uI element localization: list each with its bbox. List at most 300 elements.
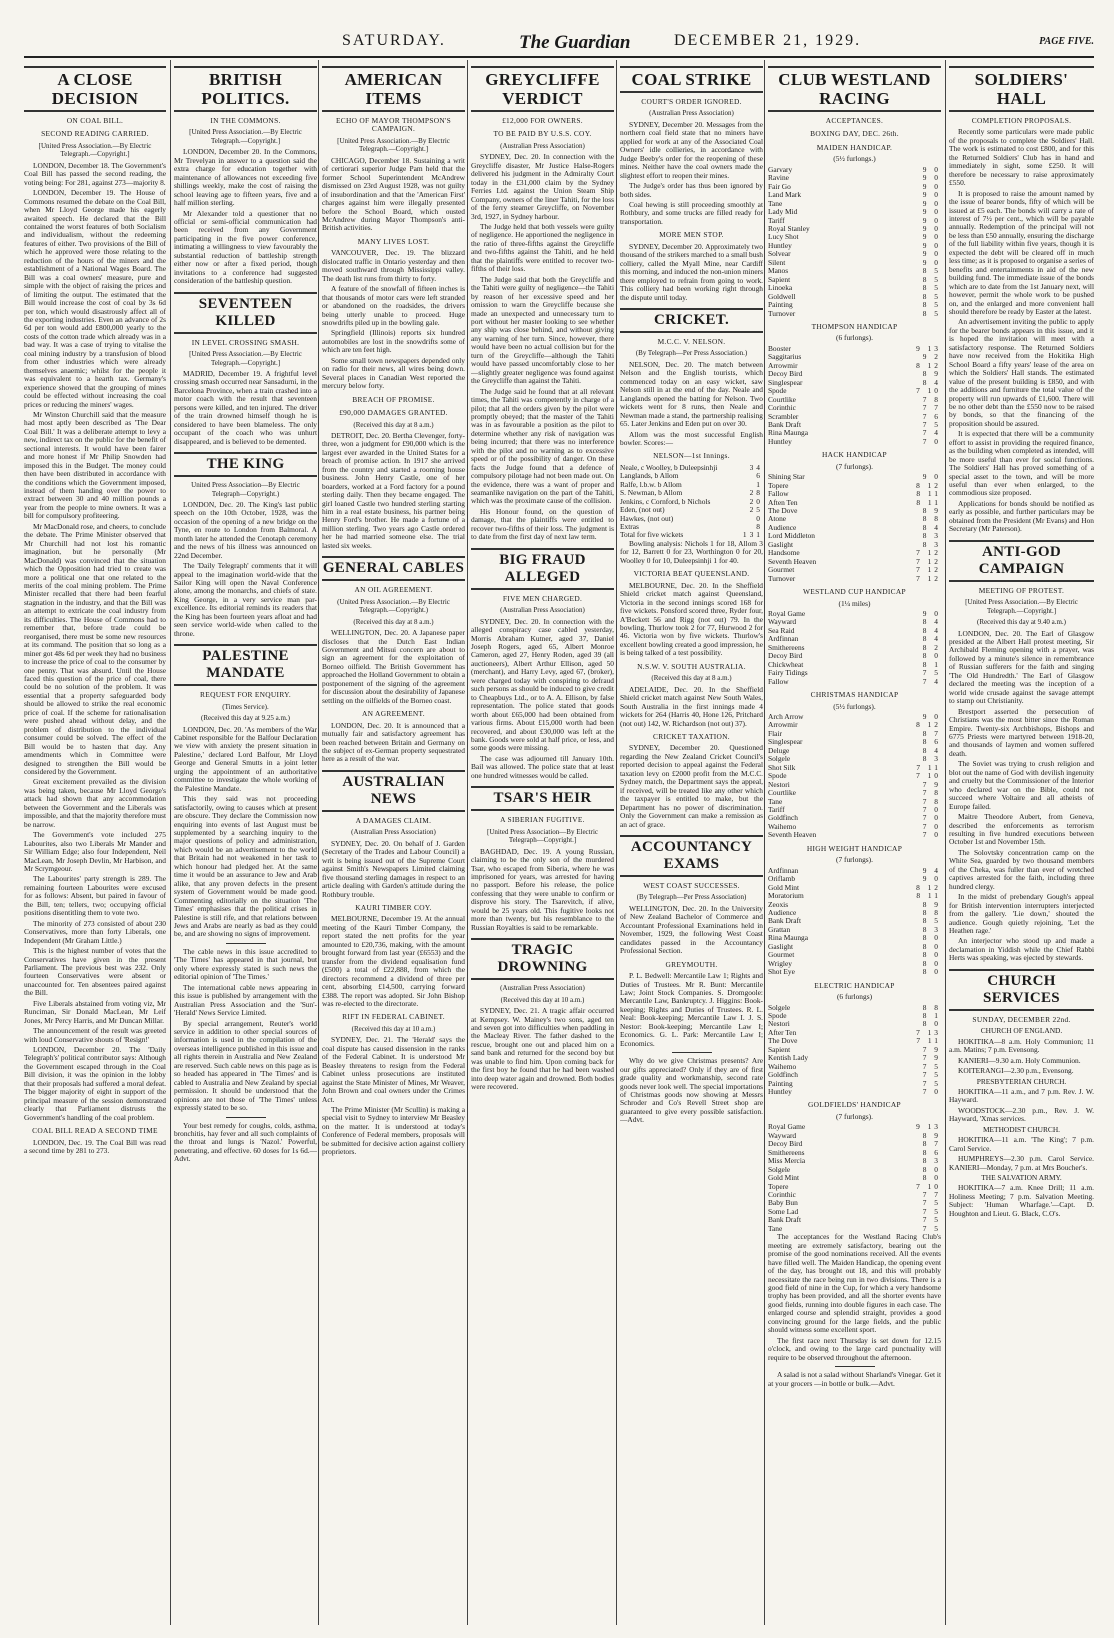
article-paragraph: MELBOURNE, Dec. 20. In the Sheffield Shield cricket match against Queensland, Victoria in the second innings scored 168 for five wickets. Ponsford scored three, Ryder four, A'Beckett 56 and Rigg (not out) 79. In the bowling, Thurlow took 2 for 77, Hurwood 2 for 46. Victoria won by five wickets. Thurlow's excellent bowling created a good impression, he is being talked of a test possibility. [620,580,763,658]
horse-name: Tane [768,198,783,208]
horse-name: Ardfinnan [768,865,799,875]
headline-coal-strike: COAL STRIKE [631,70,752,89]
horse-weight: 8 3 [922,924,941,934]
subhead: CRICKET TAXATION. [653,732,730,741]
article-paragraph: His Honour found, on the question of damage, that the plaintiffs were entitled to recover two-fifths of their loss. The judgment is to date from the first day of next law term. [471,506,614,542]
horse-name: Courtlike [768,788,796,798]
horse-name: Fair Go [768,181,791,191]
horse-weight: 8 0 [922,950,941,960]
batsman-runs: 0 [756,513,763,523]
horse-weight: 7 0 [922,813,941,823]
horse-name: Ravine [768,173,789,183]
horse-name: Lord Middleton [768,531,816,541]
horse-weight: 8 5 [922,274,941,284]
horse-name: Waihemo [768,821,797,831]
headline-box [174,644,317,686]
horse-weight: 7 0 [922,436,941,446]
subhead: KAURI TIMBER COY. [355,902,432,912]
batsman-runs: 6 [756,471,763,481]
race-entry [768,575,941,583]
article-paragraph: The Soviet was trying to crush religion and blot out the name of God with devilish ingenuity and cruelty but the Commissioner of the Interior who declared war on the Bible, could not succeed where Voltaire and all atheists of Europe failed. [949,759,1094,811]
horse-name: Shot Silk [768,762,796,772]
horse-weight: 7 7 [922,403,941,413]
horse-weight: 8 12 [916,882,941,892]
horse-weight: 9 0 [922,173,941,183]
horse-name: Solgele [768,754,791,764]
race-title: GOLDFIELDS' HANDICAP [808,1100,901,1110]
horse-weight: 7 12 [916,556,941,566]
wire-credit: [United Press Association.—By Electric Telegraph.—Copyright.] [965,598,1078,615]
horse-name: Gold Mint [768,1173,800,1183]
horse-name: Gourmet [768,565,795,575]
article-paragraph: LONDON, December 20. In the Commons, Mr Trevelyan in answer to a question said the extra charge for education together with maintenance of allowances not exceeding five shillings weekly, make the cost of raising the school leaving age to fifteen years, five and a half million sterling. [174,147,317,208]
subhead: IN THE COMMONS. [210,116,281,125]
horse-name: Rina Maunga [768,933,809,943]
article-paragraph: MELBOURNE, December 19. At the annual meeting of the Kauri Timber Company, the report stated the nett profits for the year amounted to £20,736, making, with the amount brought forward from last year (£6553) and the transfer from the dividend equalisation fund (£500) a total of £22,888, from which the directors recommend a dividend of three per cent, absorbing £14,500, carrying forward £388. The report was adopted. Sir John Bishop was re-elected to the directorate. [322,914,465,1008]
race-entry [768,191,941,199]
headline-close-decision: A CLOSE DECISION [51,70,139,108]
horse-name: Oriflamb [768,874,796,884]
race-entry [768,532,941,540]
race-entry [768,1216,941,1224]
headline-the-king: THE KING [206,456,285,473]
article-paragraph: It is expected that there will be a community effort to assist in providing the required finance, as the building when completed as intended, will be more useful than ever for social functions. The Soldiers' Hall has proved something of a special asset to the town, and will be more useful than ever when enlarged, to the commodious size proposed. [949,429,1094,498]
wire-credit: (By Telegraph—Per Press Association) [636,893,747,902]
race-title: MAIDEN HANDICAP. [816,142,893,152]
column-rule [945,60,946,1625]
race-title: ELECTRIC HANDICAP [814,980,895,990]
article-paragraph: An advertisement inviting the public to apply for the bearer bonds appears in this issue, and it is hoped the invitation will meet with a satisfactory response. The Returned Soldiers have now received from the Hokitika High School Board a fifty years' lease of the area on which the Soldiers' Hall stands. The estimated value of the present building is £850, and with the additions and furniture the total value of the property will run upwards of £1,600. There will be no other debt than the £550 now to be raised by bonds, so that the financing of the proposition should be assured. [949,317,1094,428]
article-paragraph: LONDON, Dec. 20. 'As members of the War Cabinet responsible for the Balfour Declaration we view with anxiety the present situation in Palestine,' declared Lord Balfour, Mr Lloyd George and General Smutts in a joint letter urging the appointment of an authoritative committee to investigate the whole working of the Palestine Mandate. [174,724,317,793]
horse-weight: 8 5 [922,300,941,310]
horse-weight: 7 0 [922,1087,941,1097]
score-value: 131 [742,530,763,540]
horse-weight: 9 0 [922,223,941,233]
race-entry [768,892,941,900]
horse-name: Solgele [768,1002,791,1012]
race-title: THOMPSON HANDICAP [811,321,898,331]
column-3 [322,60,465,1625]
horse-name: Solvear [768,249,791,259]
notice-paragraph: By special arrangement, Reuter's world service in addition to other special sources of information is used in the compilation of the overseas intelligence published in this issue and all rights therein in Australia and New Zealand are reserved. Such cable news on this page as is so headed has appeared in 'The Times' and is cabled to Australia and New Zealand by special permission. It should be understood that the opinions are not those of 'The Times' unless expressly stated to be so. [174,1018,317,1113]
horse-weight: 7 0 [922,830,941,840]
race-entry [768,429,941,437]
horse-name: After Ten [768,1027,797,1037]
article-paragraph: Five Liberals abstained from voting viz, Mr Runciman, Sir Donald MacLean, Mr Leif Jones, Mr Percy Harris, and Mr Duncan Millar. [24,998,166,1025]
horse-weight: 8 11 [916,489,941,499]
headline-box [24,66,166,112]
subhead: BOXING DAY, DEC. 26th. [810,129,899,139]
article-paragraph: Coal hewing is still proceeding smoothly at Rothbury, and some trucks are filled ready for transportation. [620,199,763,226]
race-entry [768,1174,941,1182]
horse-name: Handsome [768,548,800,558]
article-paragraph: VANCOUVER, Dec. 19. The blizzard dislocated traffic in Ontario yesterday and then moved southward through Mississippi valley. The death list runs from thirty to forty. [322,248,465,283]
horse-weight: 9 0 [922,249,941,259]
article-paragraph: WELLINGTON, Dec. 20. In the University of New Zealand Bachelor of Commerce and Accountant Professional Examinations held in November, 1929, the following West Coast candidates passed in the Accountancy Professional Section. [620,903,763,956]
race-entry [768,276,941,284]
race-entry [768,951,941,959]
score-label: Total for five wickets [620,530,684,540]
horse-name: Smithereens [768,642,805,652]
horse-name: Arch Arrow [768,712,804,721]
horse-name: Royal Game [768,1122,806,1132]
race-entry [768,1012,941,1020]
subhead: MEETING OF PROTEST. [978,585,1065,595]
race-entry [768,789,941,797]
subhead: MORE MEN STOP. [659,230,724,240]
article-paragraph: The Prime Minister (Mr Scullin) is making a special visit to Sydney to interview Mr Beasley on the matter. It is understood at today's Conference of Federal members, proposals will be submitted for decisive action against colliery proprietors. [322,1104,465,1157]
headline-club-westland-racing: CLUB WESTLAND RACING [778,70,931,108]
race-entry [768,310,941,318]
horse-weight: 8 4 [922,522,941,532]
article-paragraph: SYDNEY, December 20. Approximately two thousand of the strikers marched to a small bush colliery, called the Myall Mine, near Cardiff this morning, and induced the non-union miners there employed to refrain from going to work. This colliery had been working right through the dispute until today. [620,241,763,302]
horse-weight: 9 4 [922,865,941,875]
subhead: COURT'S ORDER IGNORED. [641,97,742,106]
horse-weight: 8 9 [922,369,941,379]
service-listing: HOKITIKA—7 a.m. Knee Drill; 11 a.m. Holiness Meeting; 7 p.m. Salvation Meeting. Subject: 'Human Wharfage.'—Capt. D. Houghton and Lieut. G. Black, C.O's. [949,1183,1094,1218]
headline-box [174,452,317,477]
masthead-date: DECEMBER 21, 1929. [674,32,862,49]
article-paragraph: MADRID, December 19. A frightful level crossing smash occurred near Sansadurni, in the Barcelona Province, when a train crashed into a motor coach with the result that seventeen persons were killed, and ten injured. The driver of the train drowned himself though he is considered to have been blameless. The only occupant of the coach who was unhurt disappeared, and is believed to be demented. [174,368,317,446]
church-name: THE SALVATION ARMY. [981,1173,1062,1183]
headline-box [471,938,614,980]
horse-weight: 7 4 [922,428,941,438]
horse-weight: 8 4 [922,625,941,635]
column-rule [616,60,617,1625]
horse-name: Flair [768,728,782,738]
horse-name: Decoy Bird [768,369,803,379]
horse-name: Some Lad [768,1206,799,1216]
horse-name: Baby Bun [768,1198,798,1208]
wire-credit: [United Press Association.—By Electric Telegraph.—Copyright.] [337,136,450,154]
article-paragraph: This is the highest number of votes that the Conservatives have given in the present Parliament. The previous best was 232. Only fourteen Conservatives were absent or unaccounted for. Ten absentees paired against the Bill. [24,946,166,998]
horse-name: Arrowmir [768,360,798,370]
subhead: AN OIL AGREEMENT. [354,585,433,595]
advertisement: Your best remedy for coughs, colds, asthma, bronchitis, hay fever and all such complaints of the throat and lungs is 'Nazol.' Powerful, penetrating, and effective. 60 doses for 1s 6d.—Advt. [174,1120,317,1164]
article-paragraph: The Judge held that both vessels were guilty of negligence. He apportioned the negligence in the ratio of three-fifths against the Greycliffe and two-fifths against the Tahiti, and he held that the plaintiffs were entitled to recover two-fifths of their loss. [471,221,614,274]
masthead-day: SATURDAY. [342,32,446,49]
horse-name: Topere [768,480,789,490]
horse-weight: 9 13 [916,1122,941,1132]
race-entry [768,1037,941,1045]
horse-weight: 9 0 [922,240,941,250]
article-paragraph: Allom was the most successful English bowler. Scores:— [620,429,763,447]
service-listing: KOITERANGI—2.30 p.m., Evensong. [958,1066,1074,1076]
subhead: BREACH OF PROMISE. [352,394,435,404]
race-entry [768,250,941,258]
divider [835,1366,875,1367]
subhead: SECOND READING CARRIED. [41,129,149,139]
subhead: COMPLETION PROPOSALS. [971,116,1072,125]
received-note: (Received this day at 9.40 a.m.) [976,618,1067,627]
race-entry [768,747,941,755]
article-paragraph: An interjector who stood up and made a declamation in Yiddish while the Chief Rabbi Herts was speaking, was ejected by stewards. [949,936,1094,963]
race-distance: (5½ furlongs). [833,701,876,711]
headline-box [949,66,1094,112]
subhead: ECHO OF MAYOR THOMPSON'S CAMPAIGN. [335,116,452,134]
horse-name: Fairy Tidings [768,668,808,678]
headline-anti-god-campaign: ANTI-GOD CAMPAIGN [978,543,1065,577]
race-entry [768,798,941,806]
article-paragraph: Brestport asserted the persecution of Christians was the most bitter since the Roman Empire. Twenty-six Archbishops, Bishops and 6775 Priests were martyred between 1918-20, and thousands of laymen and women suffered death. [949,706,1094,758]
masthead [24,30,1094,58]
horse-name: Wayward [768,617,797,627]
horse-weight: 8 0 [922,651,941,661]
column-rule [170,60,171,1625]
headline-tsars-heir: TSAR'S HEIR [493,790,592,807]
notice-paragraph: The international cable news appearing in this issue is published by arrangement with the Australian Press Association and the 'Sun'-'Herald' News Service Limited. [174,982,317,1018]
article-paragraph: SYDNEY, Dec. 21. A tragic affair occurred at Kempsey. W. Mainey's two sons, aged ten and seven got into difficulties when paddling in the Macleay River. The father dashed to the rescue, brought one out and placed him on a sand bank and returned for the second boy but was unable to find him. Upon coming back for the first boy he found that he had been washed into deep water again and drowned. Both bodies were recovered. [471,1006,614,1092]
service-listing: HOKITIKA—11 a.m., and 7 p.m. Rev. J. W. Hayward. [949,1086,1094,1105]
headline-box [174,292,317,334]
horse-name: Land Mark [768,190,802,200]
horse-name: Booster [768,343,791,353]
horse-weight: 7 9 [922,779,941,789]
article-paragraph: The Labourites' party strength is 289. The remaining fourteen Labourites were excused for as follows: Absent, but paired in favour of the Bill, ten; tellers, two; occupying official positions disentitling them to vote two. [24,874,166,918]
subhead: TO BE PAID BY U.S.S. COY. [493,129,592,139]
subhead: M.C.C. V. NELSON. [657,336,726,346]
batsman-name: Hawkes, (not out) [620,513,674,523]
horse-name: Shot Eye [768,967,795,977]
article-paragraph: SYDNEY, Dec. 20. In connection with the alleged conspiracy case cabled yesterday, Morris Abraham Kutner, aged 37, Daniel Joseph Rogers, aged 65, Albert Monroe Cameron, aged 27, Henry Roden, aged 39 (all auctioneers), Albert Arthur Ellison, aged 50 (merchant), and Harry Levy, aged 67, (broker), were charged today with conspiring to defraud such persons as should be induced to give credit to Cheapbuys Ltd., or to A. A. Ellison, by false representation. The police stated that goods worth about £65,000 had been obtained from various firms. About £15,000 worth had been recovered, and about £30,000 was left at the bank. Goods were sold at half price, or less, and some goods were missing. [471,616,614,753]
horse-name: The Dove [768,1036,798,1046]
race-entry [768,968,941,976]
subhead: WEST COAST SUCCESSES. [643,880,740,890]
article-paragraph: Bowling analysis: Nichols 1 for 18, Allom 3 for 12, Barrett 0 for 23, Worthington 0 for 20, Woolley 0 for 10, Duleepsinhji 1 for 40. [620,538,763,565]
race-entry [768,738,941,746]
headline-big-fraud-alleged: BIG FRAUD ALLEGED [499,551,586,585]
horse-weight: 8 4 [922,617,941,627]
headline-box [620,66,763,93]
horse-weight: 8 1 [922,659,941,669]
horse-weight: 9 0 [922,472,941,482]
horse-weight: 8 6 [922,737,941,747]
race-title: CHRISTMAS HANDICAP [810,690,899,700]
article-paragraph: This they said was not proceeding satisfactorily, owing to causes which at present are obscure. They declare the Commission now enquiring into events of last August must be supplemented by a searching inquiry to the major questions of policy and administration, which would be an advertisement to the world that Britain had not weakened in her task to which honour had pledged her. At the same time it would be an assurance to Jew and Arab alike, that any proven defects in the present system of Government would be made good. Commenting editorially on the situation 'The Times' emphasises that the political crises in Palestine is still rife, and that relations between Jews and Arabs are nearly as bad as they could be, and are showing no signs of improvement. [174,794,317,939]
race-distance: (6 furlongs). [836,333,873,343]
wire-credit: United Press Association—By Electric Telegraph—Copyright.) [191,481,300,498]
horse-name: Fallow [768,676,789,686]
horse-name: Gold Mint [768,882,800,892]
race-entry [768,174,941,182]
service-listing: WOODSTOCK—2.30 p.m., Rev. J. W. Hayward, 'Xmas services. [949,1105,1094,1124]
race-entry [768,1080,941,1088]
horse-weight: 9 13 [916,343,941,353]
subhead: COAL BILL READ A SECOND TIME [32,1126,158,1136]
article-paragraph: DETROIT, Dec. 20. Bertha Clevenger, forty-three, won a judgment for £90,000 which is the largest ever awarded in the United States for a breach of promise action. In 1917 she arrived from the country and started a rooming house business. John Henry Castle, one of her boarders, worked at a Ford factory for a pound sterling daily. Then they became engaged. The girl loaned Castle two hundred sterling starting him in a real estate business, his partner being Henry Ford's brother. He made a fortune of a million sterling. Two years ago Castle ordered her he had married someone else. The trial lasted six weeks. [322,430,465,550]
horse-name: Royal Stanley [768,223,810,233]
column-2 [174,60,317,1625]
subhead: MANY LIVES LOST. [357,236,430,246]
horse-name: Moratorium [768,891,804,901]
headline-box [471,66,614,112]
race-entry [768,267,941,275]
horse-weight: 7 4 [922,676,941,686]
wire-credit: (Australian Press Association) [500,606,585,615]
horse-weight: 7 13 [916,1027,941,1037]
horse-name: Corinthic [768,1190,796,1200]
notice-paragraph: The cable news in this issue accredited to 'The Times' has appeared in that journal, but only where expressly stated is such news the editorial opinion of 'The Times.' [174,946,317,982]
horse-name: Audience [768,907,797,917]
article-paragraph: The acceptances for the Westland Racing Club's meeting are extremely satisfactory, bearing out the promise of the good nominations received. All the events have filled well. The Maiden Handicap, the opening event of the day, has brought out 18, and this will probably necessitate the race being run in two divisions. There is a good field of nine in the Cup, for which a very handsome trophy has been provided, and all the shorter events have good fields, running into double figures in each case. The enlarged course and splendid straight, provides a good convincing ground for the large fields, and the public should witness some excellent sport. [768,1232,941,1335]
horse-name: Lucy Shot [768,232,799,242]
horse-weight: 8 5 [922,308,941,318]
received-note: (Received this day at 8 a.m.) [353,420,434,429]
horse-weight: 7 11 [916,762,941,772]
horse-name: Kentish Lady [768,1053,809,1063]
wire-credit: (Australian Press Association) [351,828,436,837]
horse-weight: 7 11 [916,1036,941,1046]
article-paragraph: The first race next Thursday is set down for 12.15 o'clock, and owing to the large card punctuality will require to be observed throughout the afternoon. [768,1335,941,1362]
article-paragraph: Springfield (Illinois) reports six hundred automobiles are lost in the snowdrifts some of which are ten feet high. [322,328,465,355]
horse-name: Sapient [768,274,791,284]
article-paragraph: NELSON, Dec. 20. The match between Nelson and the English tourists, which commenced today on an easy wicket, saw Nelson still in at the end of the day. Neale and Langlands opened the batting for Nelson. Two wickets went for 8 runs, then Neale and Newman made a stand, the partnership realising 65. Later Jenkins and Eden put on over 30. [620,359,763,429]
subhead: RIFT IN FEDERAL CABINET. [342,1012,445,1022]
horse-weight: 7 8 [922,788,941,798]
article-paragraph: Great excitement prevailed as the division was being taken, because Mr Lloyd George's attack had shown that any accommodation between the Government and the Liberals was impossible, and that the majority therefore must be narrow. [24,777,166,829]
article-paragraph: Recently some particulars were made public of the proposals to complete the Soldiers' Hall. The work is estimated to cost £800, and for this the Returned Soldiers' Club has in hand and immediately in sight, some £250. It will therefore be necessary to raise approximately £550. [949,127,1094,188]
wire-credit: (United Press Association.—By Electric Telegraph.—Copyright.) [337,597,450,615]
article-paragraph: SYDNEY, December 20. Questioned regarding the New Zealand Cricket Council's reported decision to appeal against the Federal taxation levy on £2000 profit from the M.C.C. Sydney match, the Department says the appeal, if received, will be treated like any other which the taxpayer is entitled to make, but the Department has no power of discrimination. Only the Government can make a remission as an act of grace. [620,743,763,829]
horse-weight: 9 0 [922,215,941,225]
horse-weight: 8 3 [922,754,941,764]
horse-name: Tariff [768,804,785,814]
article-paragraph: SYDNEY, Dec. 20. On behalf of J. Garden (Secretary of the Trades and Labour Council) a writ is being issued out of the Supreme Court against Smith's Newspapers Limited claiming five thousand sterling damages in respect to an article dealing with Garden's attitude during the Rothbury trouble. [322,838,465,899]
article-paragraph: The Judge's order has thus been ignored by both sides. [620,181,763,199]
horse-weight: 7 9 [922,1044,941,1054]
race-entry [768,208,941,216]
horse-name: Decoy Bird [768,1139,803,1149]
horse-weight: 8 7 [922,728,941,738]
service-listing: HUMPHREYS—2.30 p.m. Carol Service. KANIERI—Monday, 7 p.m. at Mrs Boucher's. [949,1154,1094,1172]
divider [226,943,266,944]
horse-name: Royal Game [768,609,806,619]
batsman-runs: 28 [749,488,763,498]
advertisement: A salad is not a salad without Sharland's Vinegar. Get it at your grocers —in bottle or bulk.—Advt. [768,1370,941,1388]
received-note: (Received this day at 10 a.m.) [351,1024,436,1033]
horse-name: Seventh Heaven [768,830,817,840]
race-entry [768,678,941,686]
subhead: N.S.W. V. SOUTH AUSTRALIA. [637,661,746,671]
wire-credit: (Australian Press Association) [500,984,585,993]
horse-name: Wayward [768,1130,797,1140]
received-note: (Received this day at 9.25 a.m.) [200,714,291,723]
race-entry [768,1088,941,1096]
horse-weight: 7 10 [916,386,941,396]
divider [672,1052,712,1053]
horse-name: Huntley [768,240,792,250]
horse-weight: 8 8 [922,907,941,917]
received-note: (Received this day at 8 a.m.) [651,674,732,683]
horse-weight: 8 2 [922,642,941,652]
horse-weight: 8 5 [922,266,941,276]
horse-name: Tariff [768,215,785,225]
horse-name: Decoy Bird [768,651,803,661]
subhead: AN AGREEMENT. [362,709,425,719]
horse-name: Bank Draft [768,1215,802,1225]
horse-name: Fallow [768,489,789,499]
horse-weight: 8 0 [922,933,941,943]
horse-name: Gaslight [768,941,794,951]
article-paragraph: LONDON, Dec. 20. It is announced that a mutually fair and satisfactory agreement has been reached between Britain and Germany on the subject of ex-German property sequestrated here as a result of the war. [322,720,465,764]
race-title: HIGH WEIGHT HANDICAP [806,843,903,853]
race-entry [768,831,941,839]
race-entry [768,917,941,925]
horse-weight: 7 8 [922,796,941,806]
horse-weight: 8 9 [922,1130,941,1140]
article-paragraph: LONDON, December 20. The 'Daily Telegraph's' political contributor says: Although the Government escaped through in the Coal Bill division, it was the opinion in the lobby that their proposals had suffered a moral defeat. The bigger majority of eight in support of the principal measure of the session demonstrated clearly that Parliament distrusts the Government's handling of the coal problem. [24,1045,166,1122]
article-paragraph: Mr Winston Churchill said that the measure had most aptly been described as 'The Dear Coal Bill.' It was a deliberate attempt to levy a new, indirect tax on the public for the benefit of sectional interests. It would have been fairer and more honest if Mr Philip Snowden had imposed this in the Budget. The money could then have been distributed in accordance with the conditions which the Government imposed, instead of them handing over the power to extract between 30 and 40 million pounds a year from the people to mine owners. It was a bill for compulsory profiteering. [24,409,166,521]
horse-weight: 9 0 [922,874,941,884]
column-1 [24,60,166,1625]
horse-name: Chickwheat [768,659,804,669]
horse-weight: 7 5 [922,1215,941,1225]
scorecard [620,464,763,532]
horse-weight: 8 11 [916,497,941,507]
race-entry [768,721,941,729]
headline-accountancy-exams: ACCOUNTANCY EXAMS [630,838,753,872]
horse-weight: 7 6 [922,411,941,421]
horse-name: Huntley [768,1087,792,1097]
article-paragraph: WELLINGTON, Dec. 20. A Japanese paper discloses that the Dutch East Indian Government and Mitsui concern are about to sign an agreement for the exploitation of Borneo oilfield. The British Government has approached the Holland Government to obtain a postponement of the signing of the agreement for discussion about the desirability of Japanese settling on the oilfields of the Borneo coast. [322,628,465,705]
horse-name: The Dove [768,506,798,516]
horse-name: Aften Ten [768,497,798,507]
article-paragraph: ADELAIDE, Dec. 20. In the Sheffield Shield cricket match against New South Wales, South Australia in the first innings made 4 wickets for 264 (Harris 40, Hone 126, Pritchard (not out) 142, W. Richardson (not out) 37). [620,684,763,728]
horse-name: Painting [768,300,793,310]
horse-weight: 9 0 [922,257,941,267]
horse-name: Waihemo [768,1061,797,1071]
church-name: CHURCH OF ENGLAND. [980,1026,1063,1036]
race-entry [768,1157,941,1165]
horse-name: Rina Maunga [768,428,809,438]
horse-name: Deluge [768,745,790,755]
article-paragraph: LONDON, December 19. The House of Commons resumed the debate on the Coal Bill, when Mr Lloyd George made his eagerly awaited speech. He declared that the Bill contained the worst features of both Socialism and individualism, without the redeeming features of either. Two provisions of the Bill of which he approved were those relating to the reduction of the hours of the miners and the establishment of a National Wages Board. The Bill was a coal owners' measure, pure and simple with the object of raising the prices and of limiting the output. The estimated that the Bill would increase the cost of coal by 3s 6d per ton, which would disastrously affect all of the exporting industries. Even an advance of 2s 6d per ton would add £800,000 yearly to the costs of the cotton trade which already was in a bad way. It was a case of trying to vitalise the coal mining industry by a transfusion of blood from other industries which were already themselves anaemic; whilst for the people it was equivalent to a hearth tax. Germany's experience showed that the grouping of mines could be effected without increasing the coal prices or reducing the miners' wages. [24,188,166,409]
subhead: £12,000 FOR OWNERS. [502,116,583,125]
race-entry [768,1004,941,1012]
horse-weight: 8 4 [922,745,941,755]
horse-name: Turnover [768,573,796,583]
horse-name: Singlespear [768,377,803,387]
column-rule [467,60,468,1625]
article-paragraph: The Government's vote included 275 Labourites, also two Liberals Mr Mander and Sir William Edge; also four Independent, Neil MacLean, Mr Joseph Devlin, Mr Harbison, and Mr Scrymgeour. [24,830,166,873]
horse-weight: 8 0 [922,958,941,968]
horse-weight: 8 0 [922,967,941,977]
headline-box [471,548,614,590]
article-paragraph: LONDON, December 18. The Government's Coal Bill has passed the second reading, the voting being: For 281, against 273—majority 8. [24,160,166,187]
article-paragraph: SYDNEY, Dec. 20. In connection with the Greycliffe disaster, Mr Justice Halse-Rogers delivered his judgment in the Admiralty Court today in the £31,000 claim by the Sydney Ferries Ltd. against the Union Steam Ship Company, owners of the liner Tahiti, for the loss of the ferry steamer Greycliffe, on November 3rd, 1927, in Sydney harbour. [471,152,614,221]
horse-weight: 8 3 [922,1156,941,1166]
headline-box [949,540,1094,582]
horse-weight: 8 0 [922,1019,941,1029]
horse-weight: 8 12 [916,720,941,730]
horse-name: Seventh Heaven [768,556,817,566]
subhead: REQUEST FOR ENQUIRY. [200,690,291,700]
horse-weight: 9 0 [922,181,941,191]
horse-name: Zeoxis [768,899,789,909]
horse-name: Grattan [768,924,791,934]
article-paragraph: LONDON, Dec. 20. The Earl of Glasgow presided at the Albert Hall protest meeting, Sir Archibald Fleming opening with a prayer, was followed by a minute's silence in remembrance of Russian sufferers for the faith and singing 'The Old Hundredth.' The Earl of Glasgow declared the meeting was the inception of a world wide crusade against the savage attempt to stamp out Christianity. [949,628,1094,706]
article-paragraph: LONDON, Dec. 19. The Coal Bill was read a second time by 281 to 273. [24,1137,166,1156]
horse-name: Tane [768,796,783,806]
article-paragraph: SYDNEY, Dec. 21. The 'Herald' says the coal dispute has caused dissension in the ranks of the Federal Cabinet. It is understood Mr Beasley threatens to resign from the Federal Cabinet unless prosecutions are instituted against the State Minister of Mines, Mr Weaver, John Brown and coal owners under the Crimes Act. [322,1035,465,1104]
horse-name: Saggitarius [768,352,802,362]
column-rule [764,60,765,1625]
subhead: A DAMAGES CLAIM. [355,815,432,825]
horse-name: Spode [768,1010,787,1020]
horse-weight: 8 9 [922,506,941,516]
horse-weight: 7 5 [922,668,941,678]
horse-name: Corinthic [768,403,796,413]
